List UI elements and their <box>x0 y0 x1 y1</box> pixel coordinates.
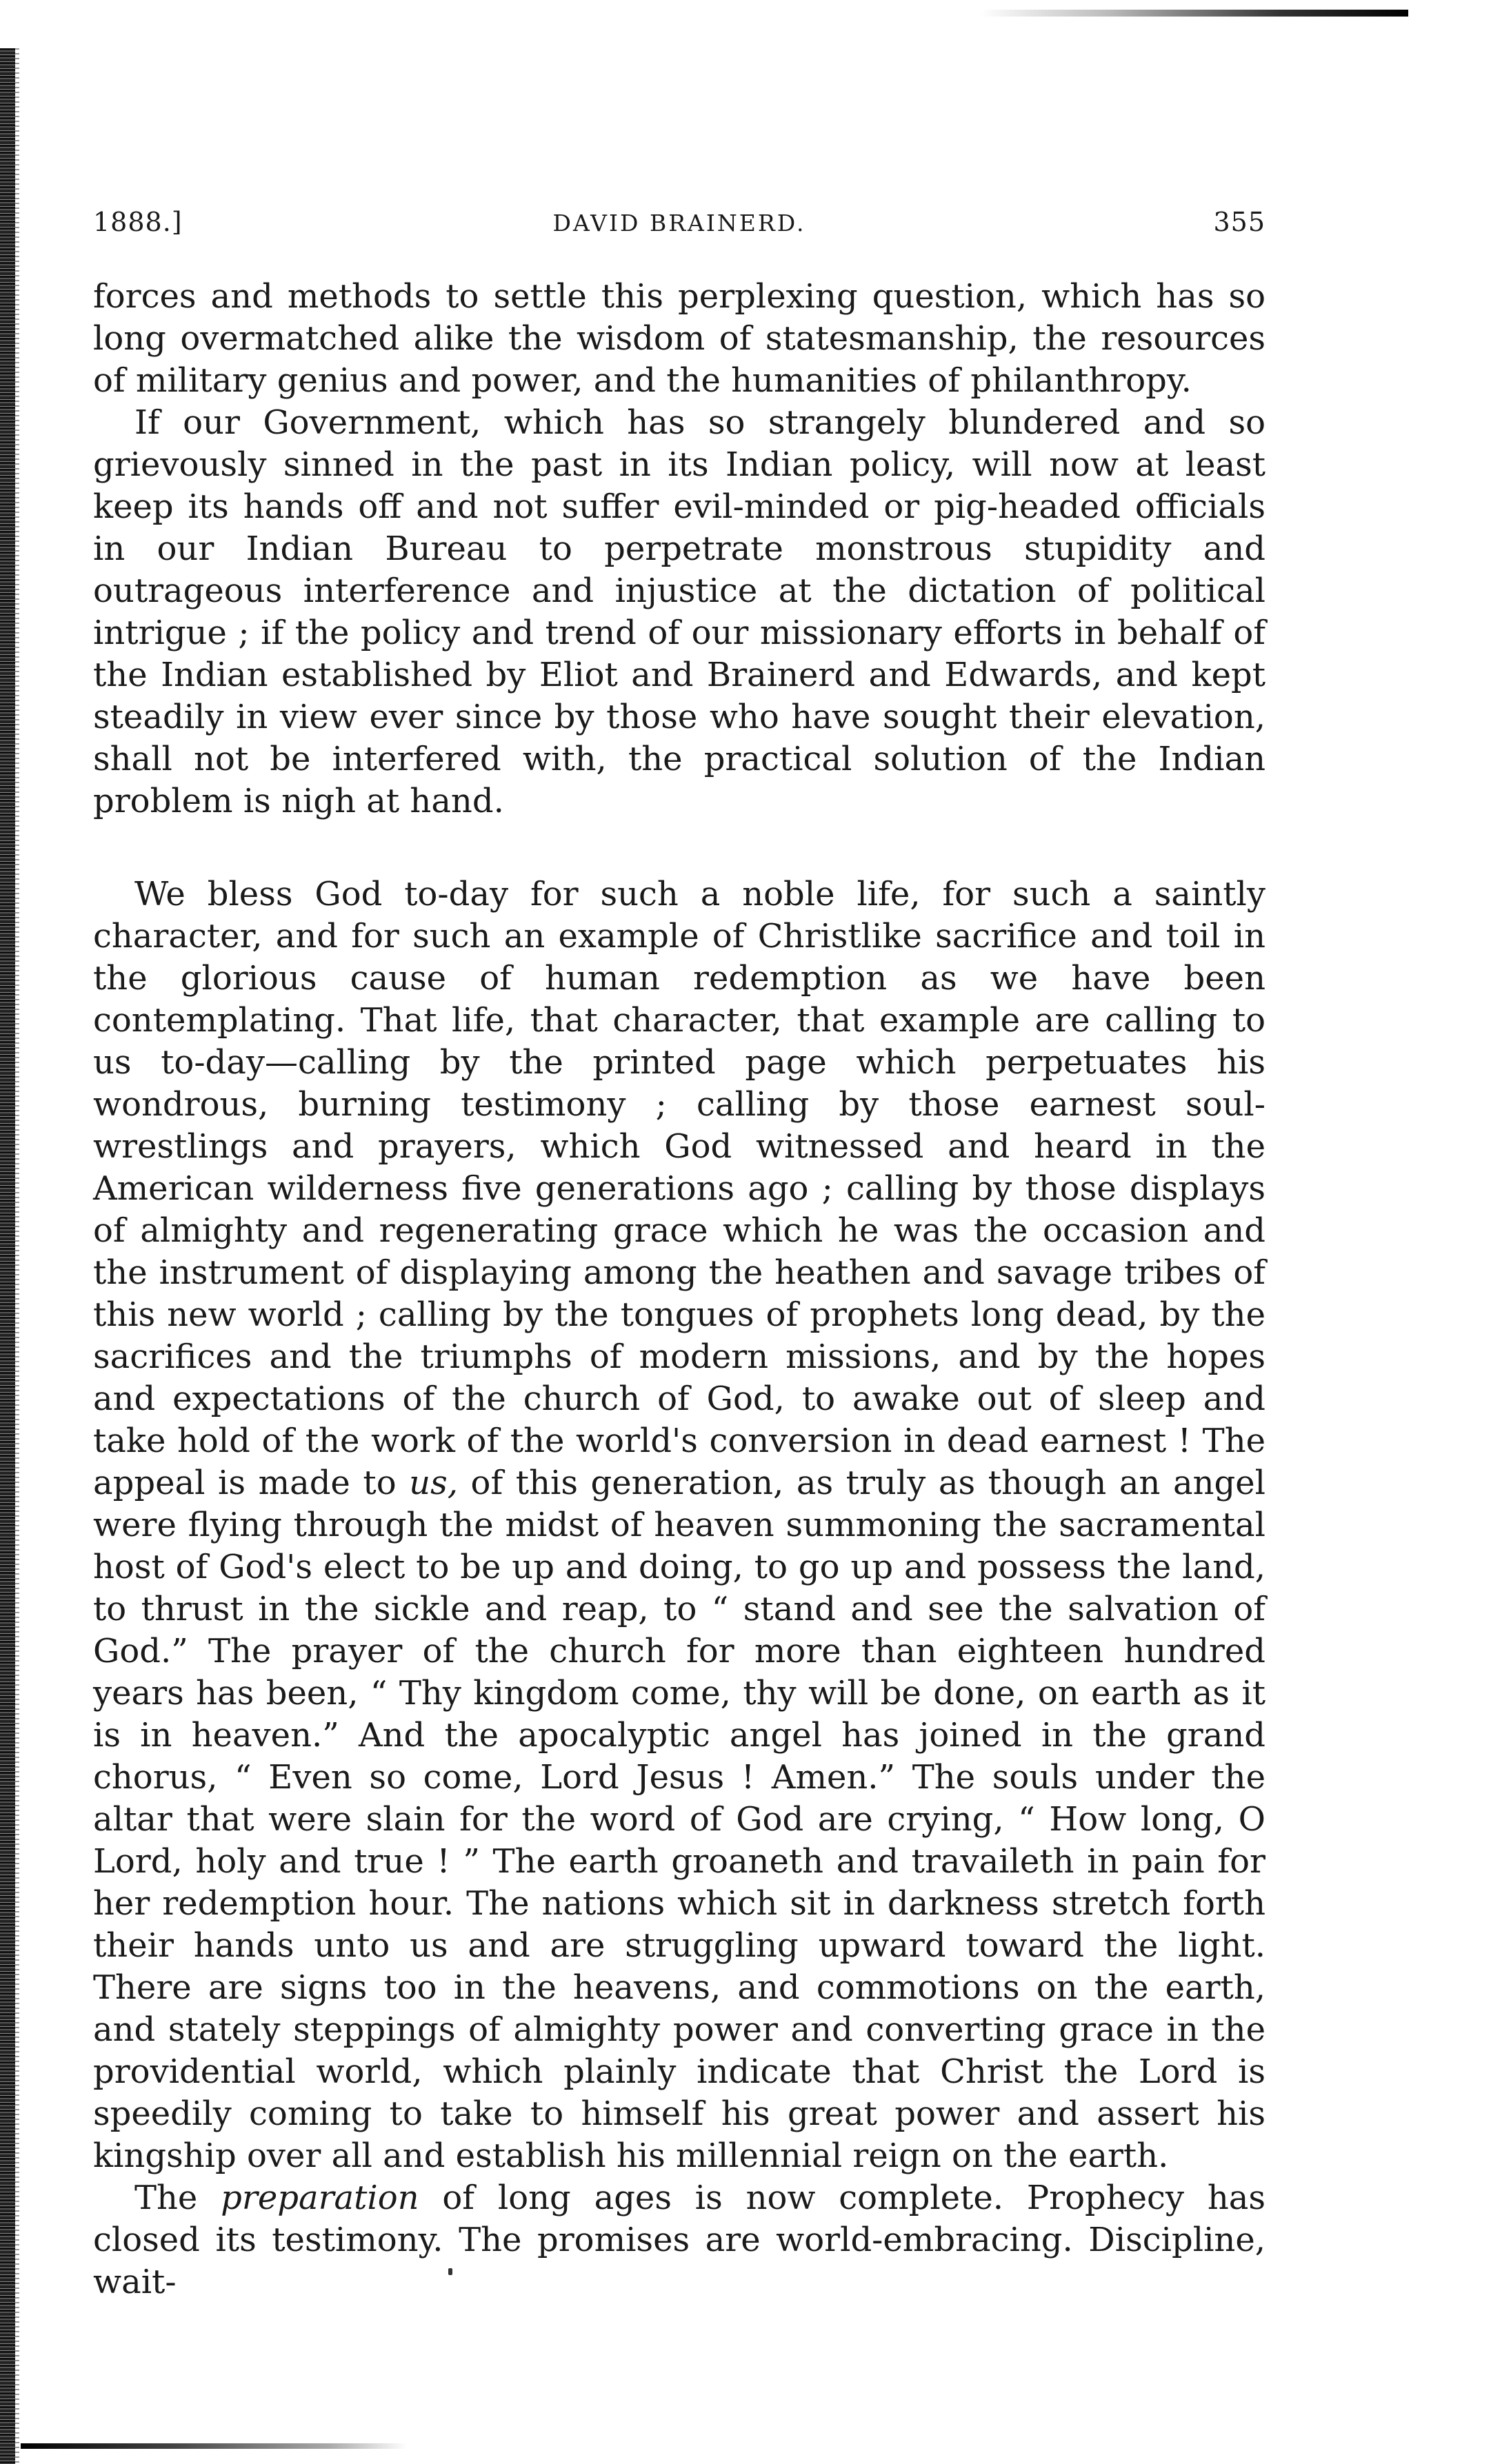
page-number: 355 <box>1213 207 1265 237</box>
preparation-text-after: of long ages is now complete. Prophecy has closed its testimony. The promises are world-embracing. Discipline, wait- <box>93 2179 1266 2301</box>
paragraph-preparation <box>93 2177 1265 2303</box>
scan-artifact-bottom <box>21 2443 407 2449</box>
running-header <box>93 207 1265 248</box>
body-text <box>93 276 1265 2303</box>
header-year: 1888.] <box>93 207 183 237</box>
binding-edge <box>0 48 15 2464</box>
paragraph-government: If our Government, which has so strangely blundered and so grievously sinned in the past in its Indian policy, will now at least keep its hands off and not suffer evil-minded or pig-headed officials in our Indian Bureau to perpetrate monstrous stupidity and outrageous interference and injustice at the dictation of political intrigue ; if the policy and trend of our missionary efforts in behalf of the Indian established by Eliot and Brainerd and Edwards, and kept steadily in view ever since by those who have sought their elevation, shall not be interfered with, the practical solution of the Indian problem is nigh at hand. <box>93 403 1265 820</box>
scan-artifact-top <box>981 10 1408 17</box>
preparation-text-before: The <box>134 2179 221 2217</box>
paragraph-we-bless-god <box>93 873 1265 2177</box>
paragraph-continued: forces and methods to settle this perplexing question, which has so long overmatched alike the wisdom of statesmanship, the resources of military genius and power, and the humanities of philanthropy. <box>93 277 1265 400</box>
paragraph-we-bless-god-text: We bless God to-day for such a noble life, for such a saintly character, and for such an example of Christlike sacrifice and toil in the glorious cause of human redemption as we have been contemplating. That life, that character, that example are calling to us to-day—calling by the printed page which perpetuates his wondrous, burning testimony ; calling by those earnest soul-wrestlings and prayers, which God witnessed and heard in the American wilderness five generations ago ; calling by those displays of almighty and regenerating grace which he was the occasion and the instrument of displaying among the heathen and savage tribes of this new world ; calling by the tongues of prophets long dead, by the sacrifices and the triumphs of modern missions, and by the hopes and expectations of the church of God, to awake out of sleep and take hold of the work of the world's conversion in dead earnest ! <box>93 875 1265 1460</box>
appeal-text-after: of this generation, as truly as though an angel were flying through the midst of heaven summoning the sacramental host of God's elect to be up and doing, to go up and possess the land, to thrust in the sickle and reap, to “ stand and see the salvation of God.” The prayer of the church for more than eighteen hundred years has been, “ Thy kingdom come, thy will be done, on earth as it is in heaven.” And the apocalyptic angel has joined in the grand chorus, “ Even so come, Lord Jesus ! Amen.” The souls under the altar that were slain for the word of God are crying, “ How long, O Lord, holy and true ! ” The earth groaneth and travaileth in pain for her redemption hour. The nations which sit in darkness stretch forth their hands unto us and are struggling upward toward the light. There are signs too in the heavens, and commotions on the earth, and stately steppings of almighty power and converting grace in the providential world, which plainly indicate that Christ the Lord is speedily coming to take to himself his great power and assert his kingship over all and establish his millennial reign on the earth. <box>93 1464 1266 2175</box>
header-title: DAVID BRAINERD. <box>552 210 806 236</box>
appeal-emphasis: us, <box>409 1464 458 1502</box>
preparation-emphasis: preparation <box>221 2179 419 2217</box>
appeal-text-before: The appeal is made to <box>93 1422 1266 1502</box>
binding-edge-shadow <box>15 48 19 2464</box>
